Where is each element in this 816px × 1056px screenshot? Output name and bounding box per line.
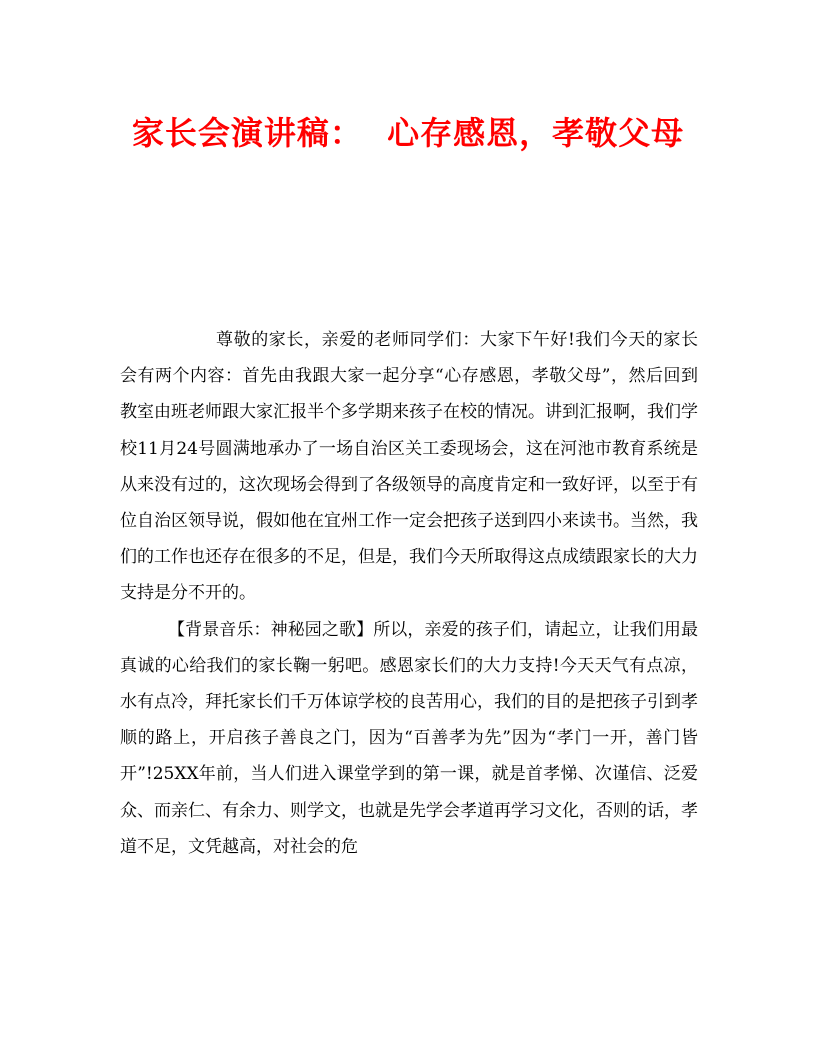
body-paragraph: 尊敬的家长，亲爱的老师同学们：大家下午好!我们今天的家长会有两个内容：首先由我跟大家一起分享“心存感恩，孝敬父母”，然后回到教室由班老师跟大家汇报半个多学期来孩子在校的情况。讲到汇报啊，我们学校11月24号圆满地承办了一场自治区关工委现场会，这在河池市教育系统是从来没有过的，这次现场会得到了各级领导的高度肯定和一致好评，以至于有位自治区领导说，假如他在宜州工作一定会把孩子送到四小来读书。当然，我们的工作也还存在很多的不足，但是，我们今天所取得这点成绩跟家长的大力支持是分不开的。 xyxy=(120,330,698,604)
body-paragraph: 【背景音乐：神秘园之歌】所以，亲爱的孩子们，请起立，让我们用最真诚的心给我们的家长鞠一躬吧。感恩家长们的大力支持!今天天气有点凉，水有点冷，拜托家长们千万体谅学校的良苦用心，我们的目的是把孩子引到孝顺的路上，开启孩子善良之门，因为“百善孝为先”因为“孝门一开，善门皆开”!25XX年前，当人们进入课堂学到的第一课，就是首孝悌、次谨信、泛爱众、而亲仁、有余力、则学文，也就是先学会孝道再学习文化，否则的话，孝道不足，文凭越高，对社会的危 xyxy=(120,619,698,857)
document-body xyxy=(120,322,698,865)
document-title: 家长会演讲稿： 心存感恩，孝敬父母 xyxy=(131,114,685,152)
